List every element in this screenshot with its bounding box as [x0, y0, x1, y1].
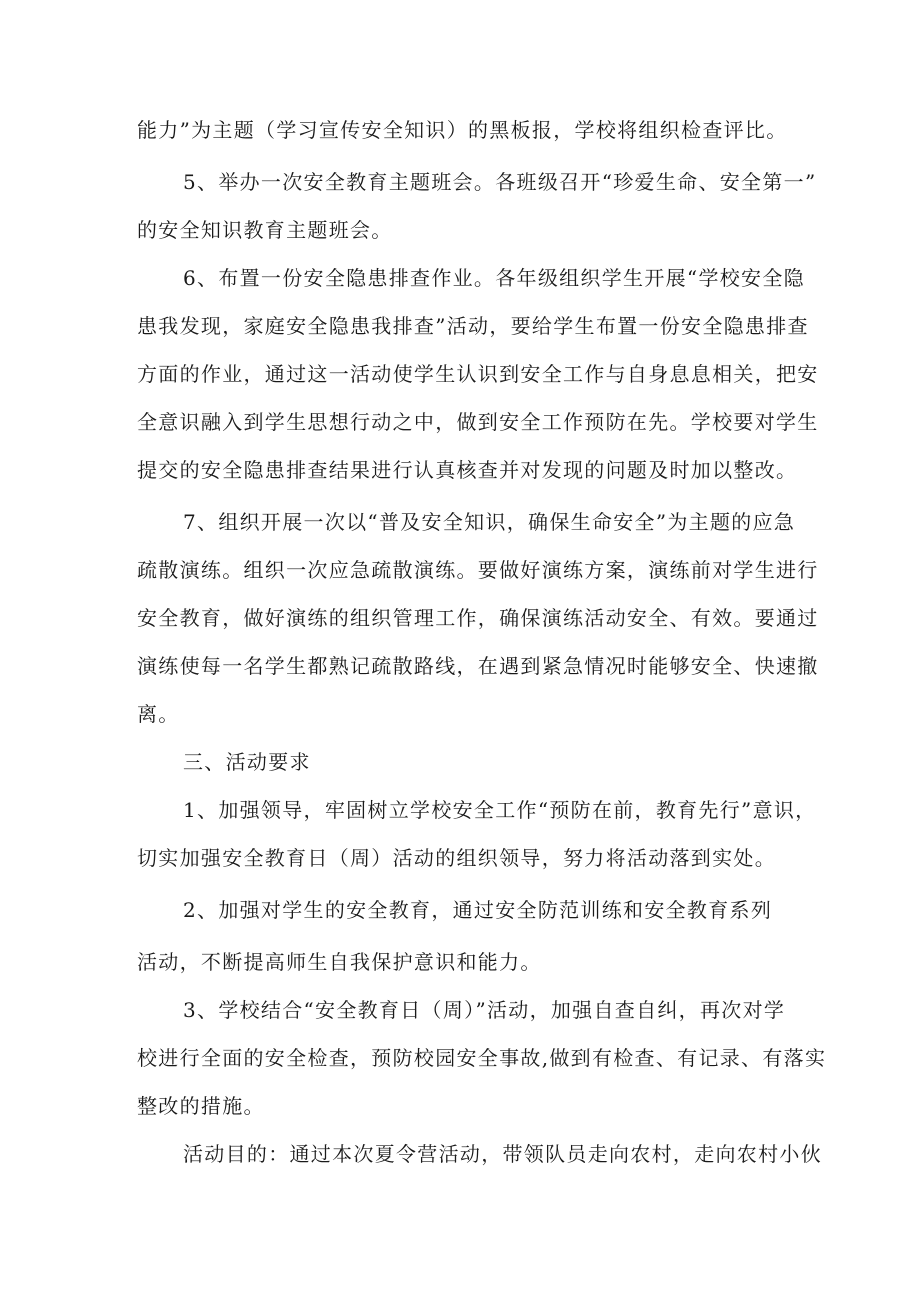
paragraph-line: 1、加强领导，牢固树立学校安全工作“预防在前，教育先行”意识，: [183, 798, 817, 822]
paragraph-line: 活动目的：通过本次夏令营活动，带领队员走向农村，走向农村小伙: [183, 1142, 822, 1166]
paragraph-line: 患我发现，家庭安全隐患我排查”活动，要给学生布置一份安全隐患排查: [137, 314, 809, 338]
paragraph-line: 活动，不断提高师生自我保护意识和能力。: [137, 950, 542, 974]
paragraph-line: 离。: [137, 702, 180, 726]
paragraph-line: 6、布置一份安全隐患排查作业。各年级组织学生开展“学校安全隐: [183, 266, 805, 290]
paragraph-line: 全意识融入到学生思想行动之中，做到安全工作预防在先。学校要对学生: [137, 410, 819, 434]
paragraph-line: 演练使每一名学生都熟记疏散路线，在遇到紧急情况时能够安全、快速撤: [137, 654, 819, 678]
paragraph-line: 提交的安全隐患排查结果进行认真核查并对发现的问题及时加以整改。: [137, 458, 798, 482]
paragraph-line: 方面的作业，通过这一活动使学生认识到安全工作与自身息息相关，把安: [137, 362, 819, 386]
paragraph-line: 安全教育，做好演练的组织管理工作，确保演练活动安全、有效。要通过: [137, 606, 819, 630]
paragraph-line: 切实加强安全教育日（周）活动的组织领导，努力将活动落到实处。: [137, 846, 776, 870]
paragraph-line: 整改的措施。: [137, 1094, 265, 1118]
paragraph-line: 5、举办一次安全教育主题班会。各班级召开“珍爱生命、安全第一”: [183, 170, 817, 194]
section-heading: 三、活动要求: [183, 750, 311, 774]
paragraph-line: 2、加强对学生的安全教育，通过安全防范训练和安全教育系列: [183, 898, 773, 922]
paragraph-line: 疏散演练。组织一次应急疏散演练。要做好演练方案，演练前对学生进行: [137, 558, 819, 582]
paragraph-line: 3、学校结合“安全教育日（周）”活动，加强自查自纠，再次对学: [183, 998, 786, 1022]
paragraph-line: 校进行全面的安全检查，预防校园安全事故,做到有检查、有记录、有落实: [137, 1046, 827, 1070]
paragraph-line: 7、组织开展一次以“普及安全知识，确保生命安全”为主题的应急: [183, 510, 796, 534]
paragraph-line: 能力”为主题（学习宣传安全知识）的黑板报，学校将组织检查评比。: [137, 118, 788, 142]
paragraph-line: 的安全知识教育主题班会。: [137, 218, 393, 242]
